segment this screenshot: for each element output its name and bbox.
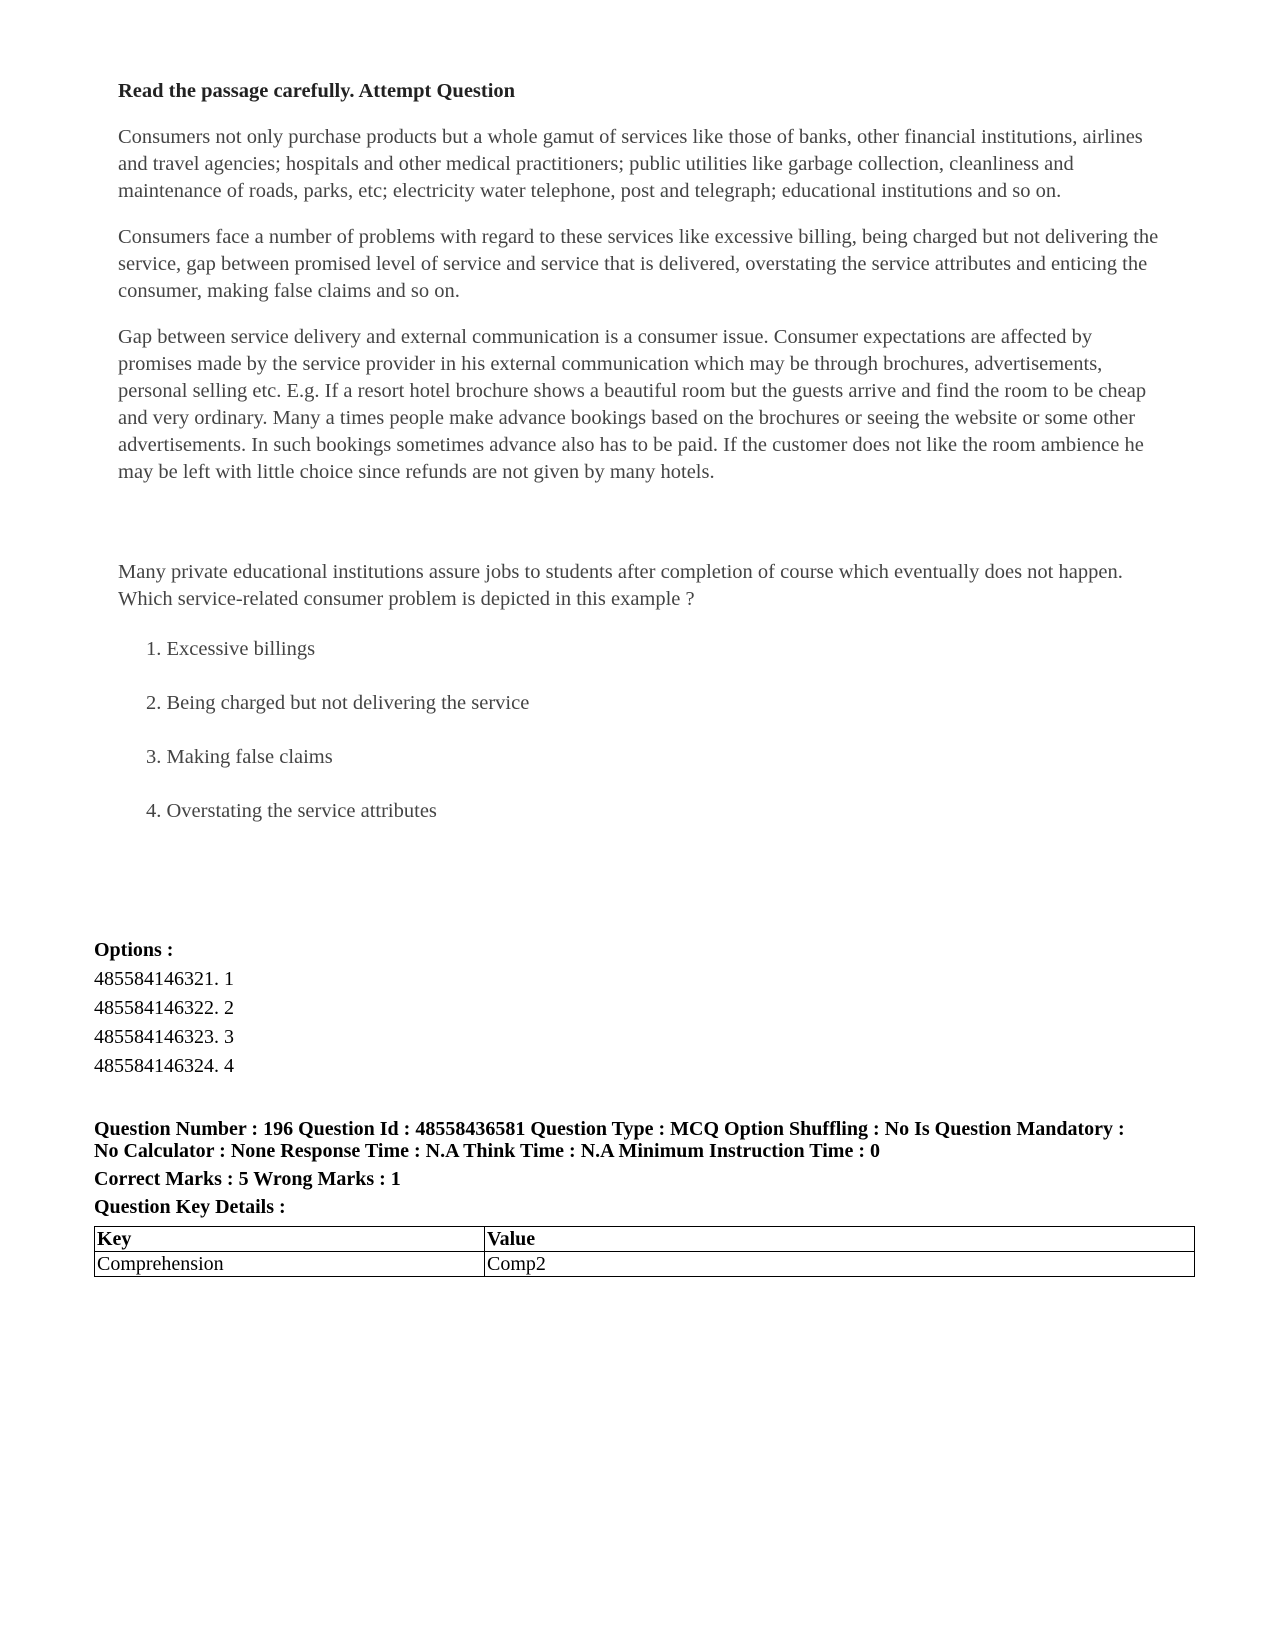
choice-1: 1. Excessive billings [146,638,316,660]
table-header-row [95,1227,1195,1252]
passage-image [118,78,1170,852]
options-block [94,936,234,1081]
table-header-value: Value [485,1227,1195,1252]
option-item-3: 485584146323. 3 [94,1026,234,1048]
question-meta [94,1118,1194,1218]
table-header-key: Key [95,1227,485,1252]
table-row [95,1252,1195,1277]
choice-2: 2. Being charged but not delivering the service [146,692,530,714]
option-item-1: 485584146321. 1 [94,968,234,990]
table-cell-key: Comprehension [95,1252,485,1277]
question-text: Many private educational institutions assure jobs to students after completion of course which eventually does not happen. Which service-related consumer problem is depicted in this example ? [118,561,1123,610]
table-cell-value: Comp2 [485,1252,1195,1277]
meta-line-2: No Calculator : None Response Time : N.A Think Time : N.A Minimum Instruction Time : 0 [94,1140,880,1162]
options-label: Options : [94,939,174,961]
meta-line-1: Question Number : 196 Question Id : 48558436581 Question Type : MCQ Option Shuffling : No Is Question Mandatory : [94,1118,1125,1140]
option-item-4: 485584146324. 4 [94,1055,234,1077]
passage-paragraph-1: Consumers not only purchase products but a whole gamut of services like those of banks, other financial institutions, airlines and travel agencies; hospitals and other medical practitioners; public utilities like garbage collection, cleanliness and maintenance of roads, parks, etc; electricity water telephone, post and telegraph; educational institutions and so on. [118,126,1143,202]
option-item-2: 485584146322. 2 [94,997,234,1019]
marks-line: Correct Marks : 5 Wrong Marks : 1 [94,1168,401,1190]
passage-paragraph-3: Gap between service delivery and external communication is a consumer issue. Consumer expectations are affected by promises made by the service provider in his external communication which may be through brochures, advertisements, personal selling etc. E.g. If a resort hotel brochure shows a beautiful room but the guests arrive and find the room to be cheap and very ordinary. Many a times people make advance bookings based on the brochures or seeing the website or some other advertisements. In such bookings sometimes advance also has to be paid. If the customer does not like the room ambience he may be left with little choice since refunds are not given by many hotels. [118,326,1147,483]
question-key-table [94,1226,1195,1277]
choice-3: 3. Making false claims [146,746,333,768]
key-details-label: Question Key Details : [94,1196,286,1218]
choice-4: 4. Overstating the service attributes [146,800,437,822]
passage-heading: Read the passage carefully. Attempt Question [118,80,516,102]
passage-paragraph-2: Consumers face a number of problems with regard to these services like excessive billing, being charged but not delivering the service, gap between promised level of service and service that is delivered, overstating the service attributes and enticing the consumer, making false claims and so on. [118,226,1159,302]
